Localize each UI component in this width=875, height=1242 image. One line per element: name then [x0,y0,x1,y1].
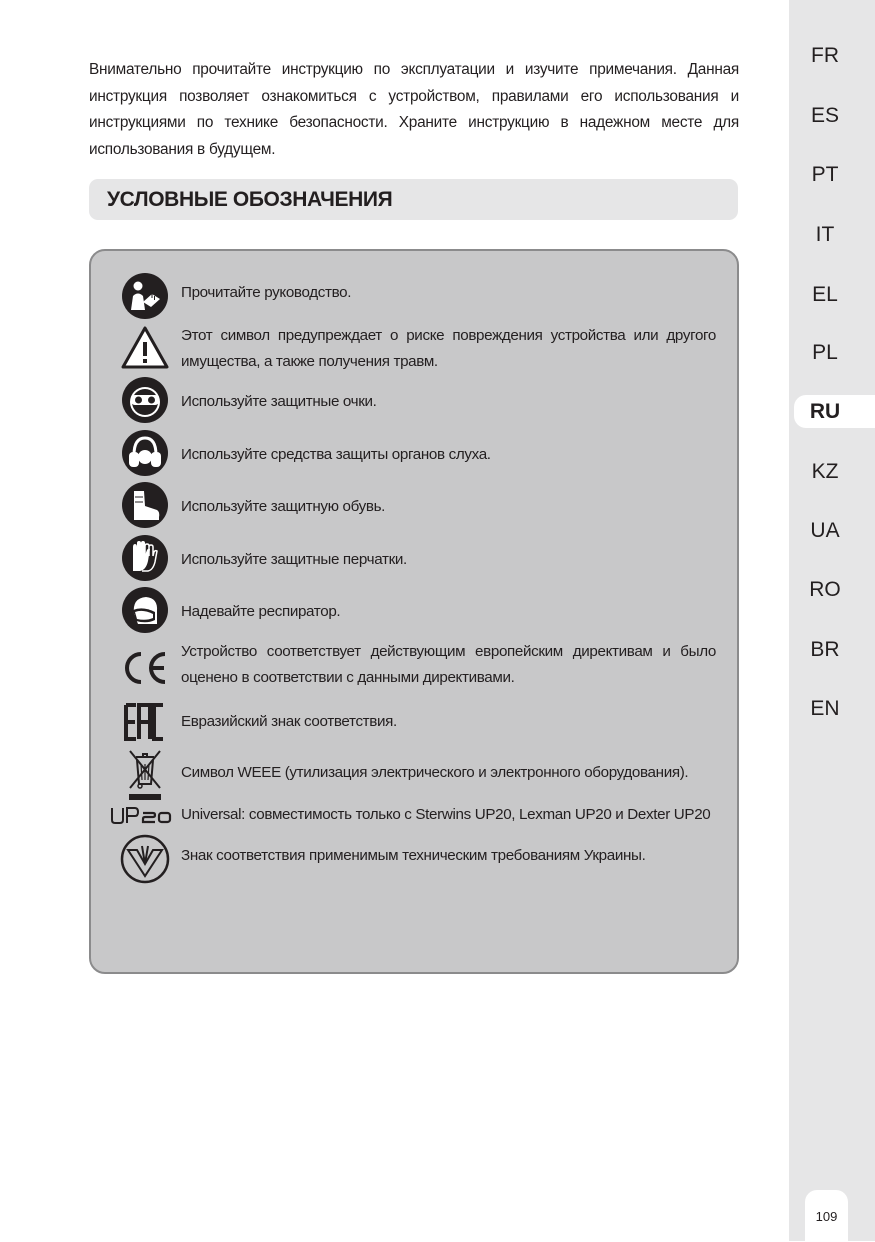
symbol-label: Используйте средства защиты органов слуха. [181,446,491,463]
read-manual-icon [120,271,170,321]
symbol-label: Этот символ предупреждает о риске повреждения устройства или другого имущества, а также получения травм. [181,327,716,370]
section-header [89,179,738,220]
lang-tab-kz[interactable]: KZ [811,460,839,483]
safety-boots-icon [120,480,170,530]
lang-tab-pl[interactable]: PL [812,341,838,364]
safety-goggles-icon [120,375,170,425]
lang-tab-ru[interactable]: RU [809,400,841,423]
symbols-panel [89,249,739,974]
lang-tab-el[interactable]: EL [812,283,838,306]
eac-mark-icon [120,697,170,747]
symbol-label: Символ WEEE (утилизация электрического и электронного оборудования). [181,764,689,781]
symbol-label: Устройство соответствует действующим европейским директивам и было оценено в соответствии с данными директивами. [181,643,716,686]
symbol-label: Используйте защитные перчатки. [181,551,407,568]
lang-tab-es[interactable]: ES [810,104,839,127]
section-title: УСЛОВНЫЕ ОБОЗНАЧЕНИЯ [107,188,393,211]
lang-tab-br[interactable]: BR [810,638,840,661]
lang-tab-it[interactable]: IT [815,223,835,246]
ce-mark-icon [120,643,170,693]
lang-tab-ua[interactable]: UA [810,519,840,542]
warning-triangle-icon [120,323,170,373]
symbol-label: Евразийский знак соответствия. [181,713,397,730]
lang-tab-ro[interactable]: RO [809,578,841,601]
up20-logo-icon [109,803,173,827]
symbol-label: Universal: совместимость только с Sterwins UP20, Lexman UP20 и Dexter UP20 [181,806,711,823]
symbol-label: Надевайте респиратор. [181,603,341,620]
symbol-label: Используйте защитные очки. [181,393,377,410]
weee-bin-icon [120,746,170,804]
ear-protection-icon [120,428,170,478]
page-number: 109 [815,1209,838,1224]
respirator-icon [120,585,170,635]
symbol-label: Знак соответствия применимым техническим требованиям Украины. [181,847,646,864]
symbol-label: Прочитайте руководство. [181,284,352,301]
lang-tab-fr[interactable]: FR [811,44,839,67]
symbol-label: Используйте защитную обувь. [181,498,386,515]
ukraine-conformity-icon [120,831,170,887]
intro-paragraph: Внимательно прочитайте инструкцию по эксплуатации и изучите примечания. Данная инструкция позволяет ознакомиться с устройством, правилами его использования и инструкциями по технике безопасности. Храните инструкцию в надежном месте для использования в будущем. [89,61,739,158]
lang-tab-en[interactable]: EN [810,697,840,720]
lang-tab-pt[interactable]: PT [811,163,839,186]
safety-gloves-icon [120,533,170,583]
